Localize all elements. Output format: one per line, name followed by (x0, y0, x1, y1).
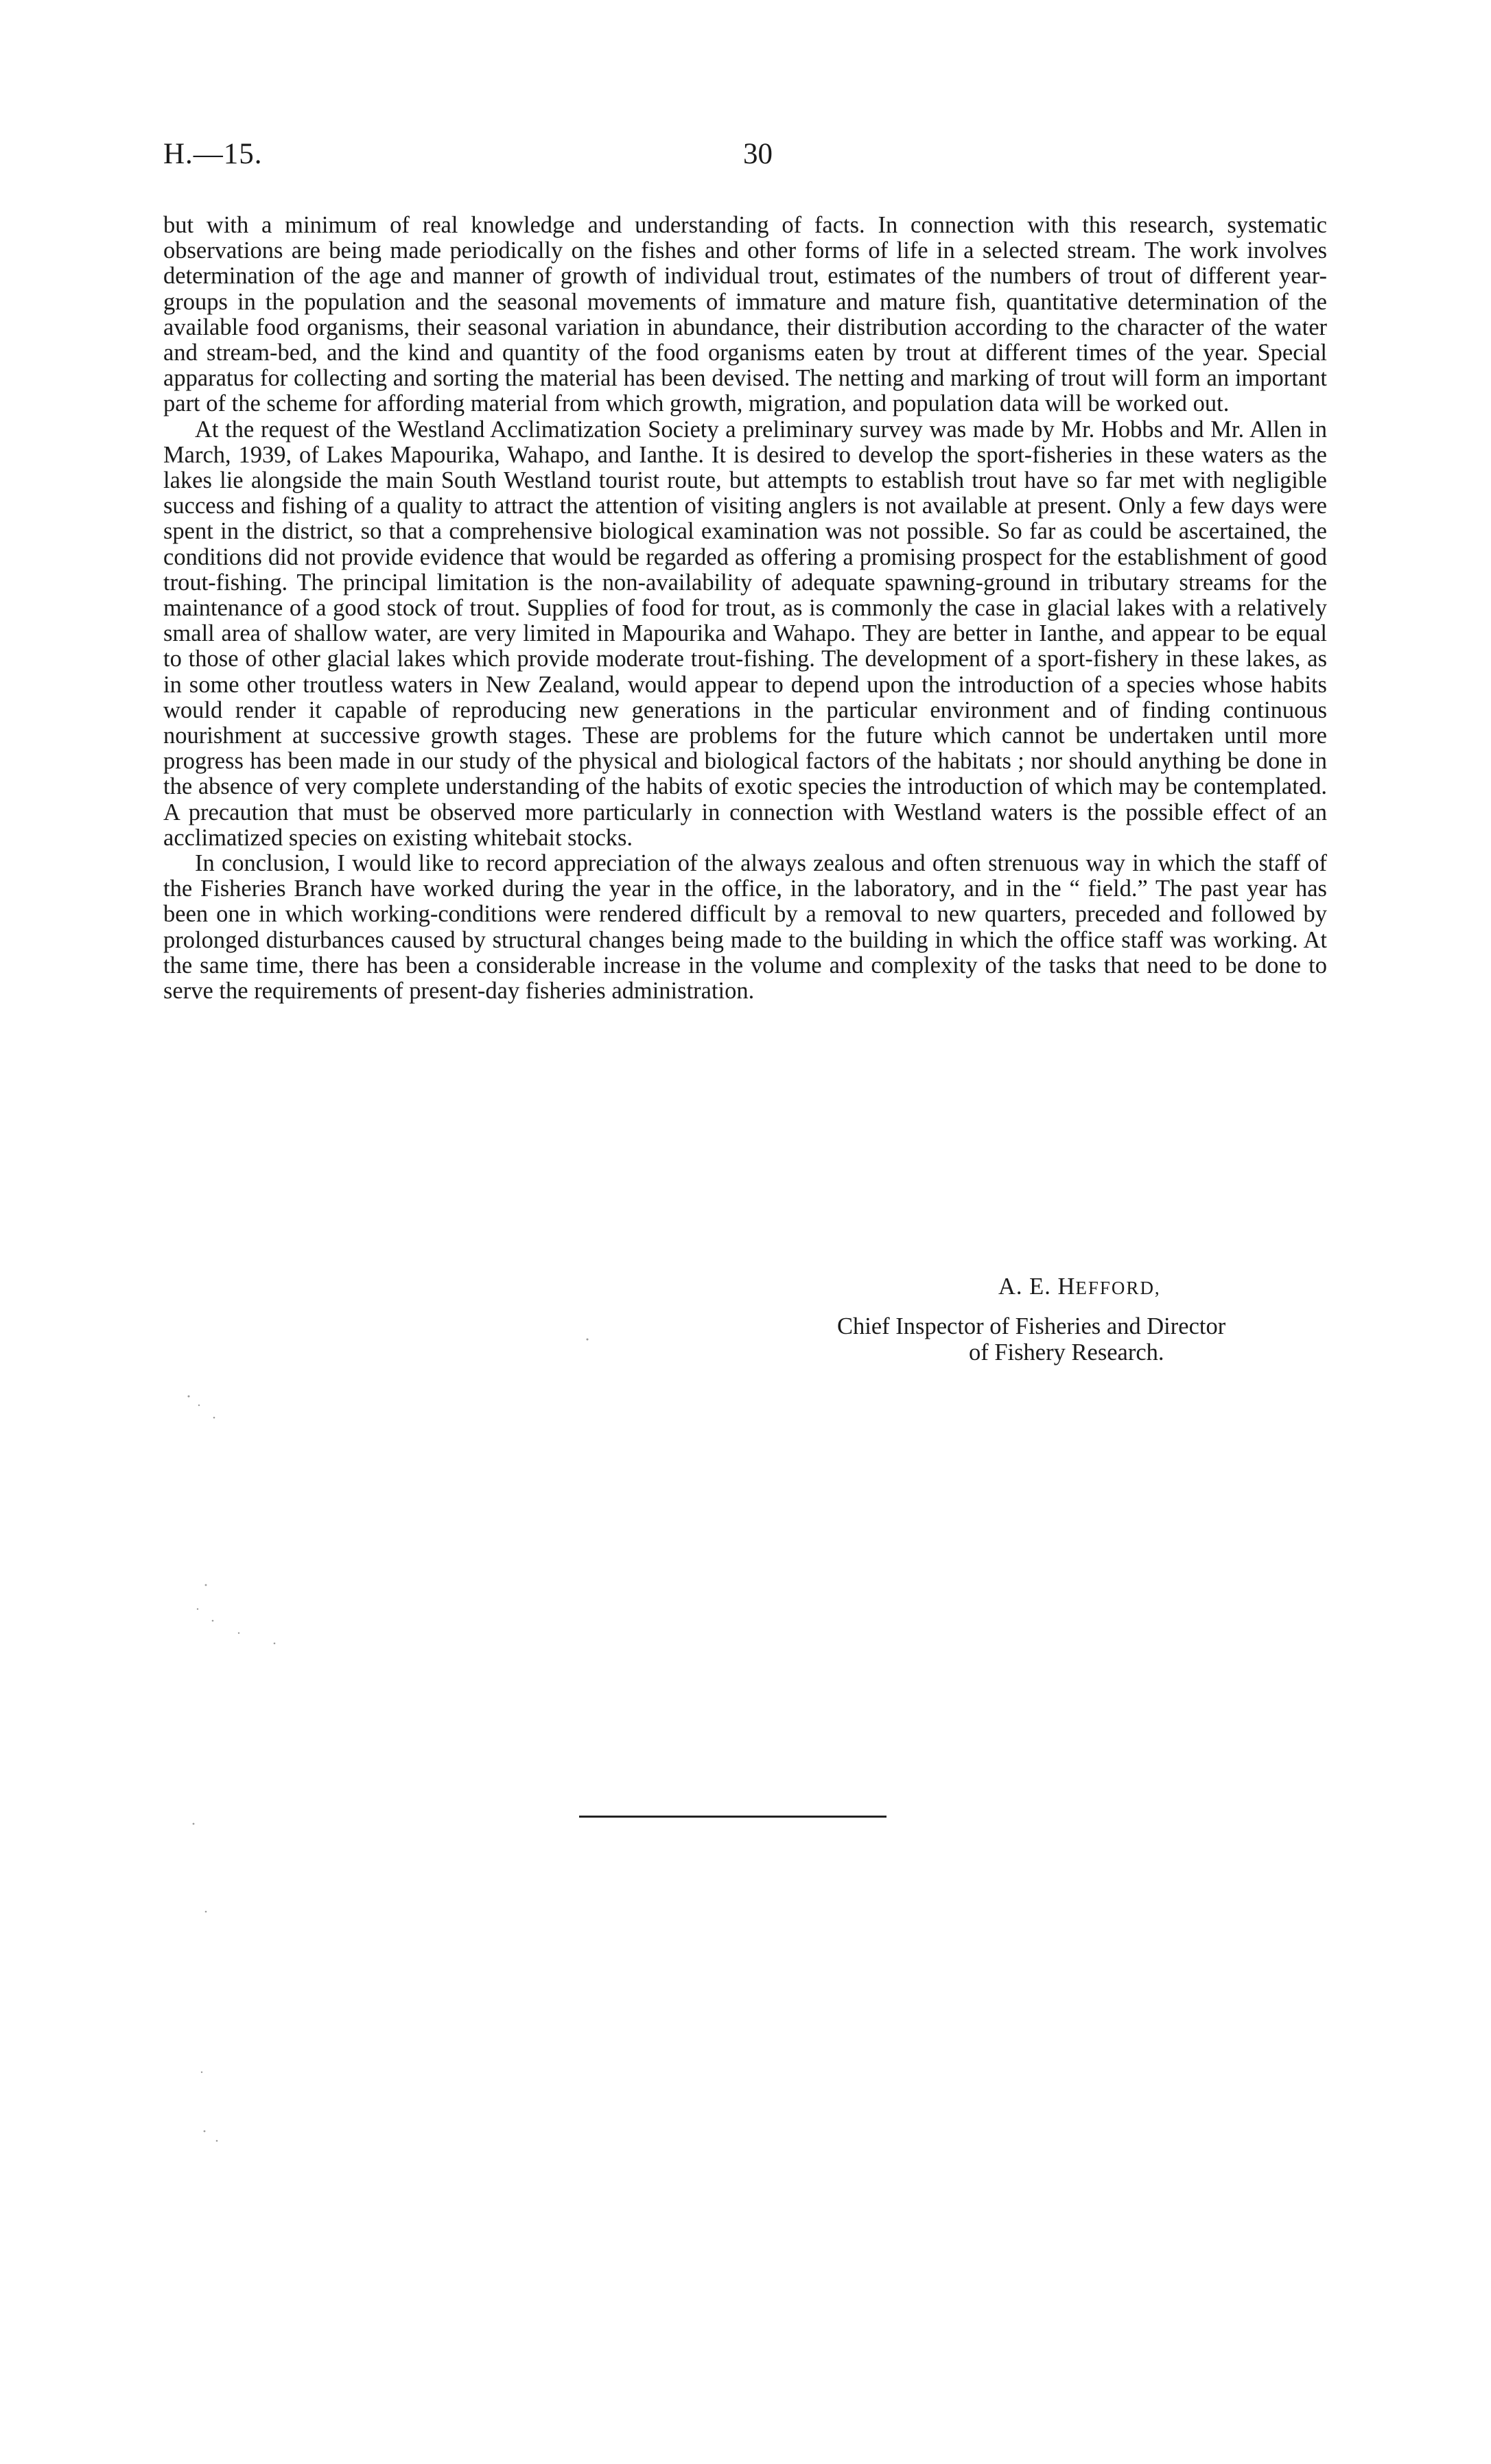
paragraph-conclusion: In conclusion, I would like to record appreciation of the always zealous and often strenuous way in which the staff of the Fisheries Branch have worked during the year in the office, in the laboratory, and in the “ field.” The past year has been one in which working-conditions were rendered difficult by a removal to new quarters, preceded and followed by prolonged disturbances caused by structural changes being made to the building in which the office staff was working. At the same time, there has been a considerable increase in the volume and complexity of the tasks that need to be done to serve the requirements of present-day fisheries administration. (163, 850, 1327, 1005)
signatory-surname: EFFORD, (1075, 1278, 1161, 1298)
signature-block (837, 1274, 1359, 1365)
end-rule (579, 1816, 887, 1818)
paragraph-westland-survey: At the request of the Westland Acclimatization Society a preliminary survey was made by Mr. Hobbs and Mr. Allen in March, 1939, of Lakes Mapourika, Wahapo, and Ianthe. It is desired to develop the sport-fisheries in these waters as the lakes lie alongside the main South Westland tourist route, but attempts to establish trout have so far met with negligible success and fishing of a quality to attract the attention of visiting anglers is not available at present. Only a few days were spent in the district, so that a comprehensive biological examination was not possible. So far as could be ascertained, the conditions did not provide evidence that would be regarded as offering a promising prospect for the establishment of good trout-fishing. The principal limitation is the non-availability of adequate spawning-ground in tributary streams for the maintenance of a good stock of trout. Supplies of food for trout, as is commonly the case in glacial lakes with a relatively small area of shallow water, are very limited in Mapourika and Wahapo. They are better in Ianthe, and appear to be equal to those of other glacial lakes which provide moderate trout-fishing. The development of a sport-fishery in these lakes, as in some other troutless waters in New Zealand, would appear to depend upon the introduction of a species whose habits would render it capable of reproducing new generations in the particular environment and of finding continuous nourishment at successive growth stages. These are problems for the future which cannot be undertaken until more progress has been made in our study of the physical and biological factors of the habitats ; nor should anything be done in the absence of very complete understanding of the habits of exotic species the introduction of which may be contemplated. A precaution that must be observed more particularly in connection with Westland waters is the possible effect of an acclimatized species on existing whitebait stocks. (163, 416, 1327, 851)
signatory-name (998, 1274, 1359, 1301)
signatory-title-line-2: of Fishery Research. (969, 1339, 1164, 1365)
paragraph-continued: but with a minimum of real knowledge and understanding of facts. In connection with this research, systematic observations are being made periodically on the fishes and other forms of life in a selected stream. The work involves determination of the age and manner of growth of individual trout, estimates of the numbers of trout of different year-groups in the population and the seasonal movements of immature and mature fish, quantitative determination of the available food organisms, their seasonal variation in abundance, their distribution according to the character of the water and stream-bed, and the kind and quantity of the food organisms eaten by trout at different times of the year. Special apparatus for collecting and sorting the material has been devised. The netting and marking of trout will form an important part of the scheme for affording material from which growth, migration, and population data will be worked out. (163, 212, 1327, 417)
scan-speck-group (188, 1339, 589, 2142)
page-header (163, 137, 1330, 185)
document-reference: H.—15. (163, 138, 263, 170)
signatory-initials: A. E. H (998, 1274, 1076, 1300)
body-text (163, 213, 1327, 1004)
page-number: 30 (743, 138, 773, 170)
signatory-title-line-1: Chief Inspector of Fisheries and Director (837, 1313, 1226, 1339)
